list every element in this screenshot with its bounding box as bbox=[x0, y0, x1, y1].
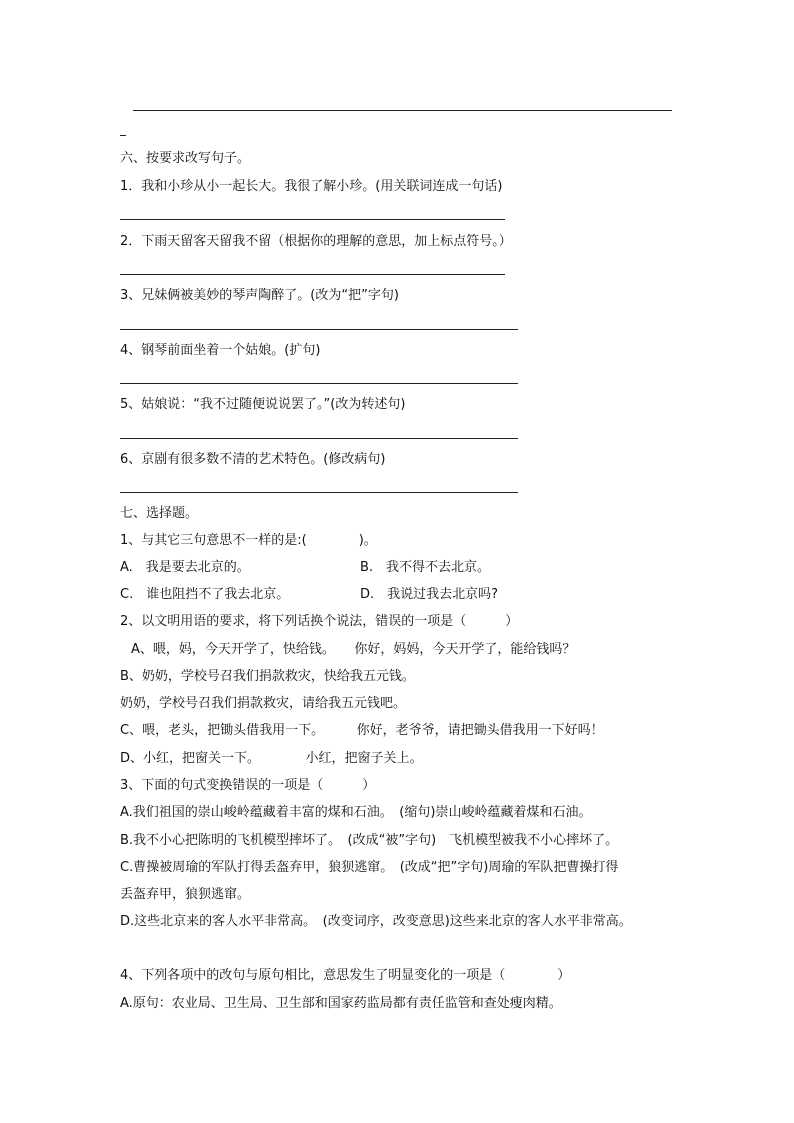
s7-q1-option-a: A. 我是要去北京的。 bbox=[120, 560, 250, 575]
s7-q2-option-d: D、小红，把窗关一下。 小红，把窗子关上。 bbox=[120, 751, 423, 766]
s6-q2: 2．下雨天留客天留我不留（根据你的理解的意思，加上标点符号。） bbox=[120, 234, 512, 249]
s6-q4-answer-line[interactable] bbox=[120, 383, 518, 384]
s6-q1-answer-line[interactable] bbox=[120, 219, 505, 220]
s7-q2-option-c: C、喂，老头，把锄头借我用一下。 你好，老爷爷，请把锄头借我用一下好吗！ bbox=[120, 723, 604, 738]
s6-q6: 6、京剧有很多数不清的艺术特色。(修改病句) bbox=[120, 452, 386, 467]
s7-q4-stem: 4、下列各项中的改句与原句相比，意思发生了明显变化的一项是（ ） bbox=[120, 968, 571, 983]
header-rule bbox=[133, 110, 672, 111]
s7-q4-option-a: A.原句：农业局、卫生局、卫生部和国家药监局都有责任监管和查处瘦肉精。 bbox=[120, 996, 562, 1011]
s6-q6-answer-line[interactable] bbox=[120, 492, 518, 493]
s6-q4: 4、钢琴前面坐着一个姑娘。(扩句) bbox=[120, 343, 321, 358]
s7-q3-option-b: B.我不小心把陈明的飞机模型摔坏了。 (改成“被”字句) 飞机模型被我不小心摔坏了。 bbox=[120, 833, 619, 848]
stray-mark bbox=[120, 135, 126, 136]
s7-q2-option-b-alt: 奶奶，学校号召我们捐款救灾，请给我五元钱吧。 bbox=[120, 696, 407, 711]
s7-q2-stem: 2、以文明用语的要求，将下列话换个说法，错误的一项是（ ） bbox=[120, 614, 519, 629]
s6-q2-answer-line[interactable] bbox=[120, 274, 505, 275]
s7-q3-option-c-cont: 丢盔弃甲，狼狈逃窜。 bbox=[120, 887, 251, 902]
s7-q3-option-d: D.这些北京来的客人水平非常高。 (改变词序，改变意思)这些来北京的客人水平非常高。 bbox=[120, 914, 632, 929]
s7-q1-option-c: C. 谁也阻挡不了我去北京。 bbox=[120, 587, 290, 602]
section-6-heading: 六、按要求改写句子。 bbox=[120, 151, 251, 166]
s7-q1-option-d: D. 我说过我去北京吗? bbox=[360, 587, 499, 602]
s7-q1-option-b: B. 我不得不去北京。 bbox=[360, 560, 491, 575]
section-7-heading: 七、选择题。 bbox=[120, 506, 199, 521]
s7-q2-option-b: B、奶奶，学校号召我们捐款救灾，快给我五元钱。 bbox=[120, 669, 415, 684]
s6-q5: 5、姑娘说：“我不过随便说说罢了。”(改为转述句) bbox=[120, 397, 406, 412]
s6-q5-answer-line[interactable] bbox=[120, 438, 518, 439]
s7-q3-stem: 3、下面的句式变换错误的一项是（ ） bbox=[120, 778, 376, 793]
s7-q3-option-a: A.我们祖国的崇山峻岭蕴藏着丰富的煤和石油。 (缩句)崇山峻岭蕴藏着煤和石油。 bbox=[120, 805, 592, 820]
s7-q1-stem: 1、与其它三句意思不一样的是:( )。 bbox=[120, 533, 377, 548]
s6-q1: 1．我和小珍从小一起长大。我很了解小珍。(用关联词连成一句话) bbox=[120, 179, 503, 194]
s7-q2-option-a: A、喂，妈，今天开学了，快给钱。 你好，妈妈，今天开学了，能给钱吗？ bbox=[131, 642, 576, 657]
s7-q3-option-c: C.曹操被周瑜的军队打得丢盔弃甲，狼狈逃窜。 (改成“把”字句)周瑜的军队把曹操打得 bbox=[120, 860, 619, 875]
s6-q3: 3、兄妹俩被美妙的琴声陶醉了。(改为“把”字句) bbox=[120, 288, 399, 303]
s6-q3-answer-line[interactable] bbox=[120, 329, 518, 330]
